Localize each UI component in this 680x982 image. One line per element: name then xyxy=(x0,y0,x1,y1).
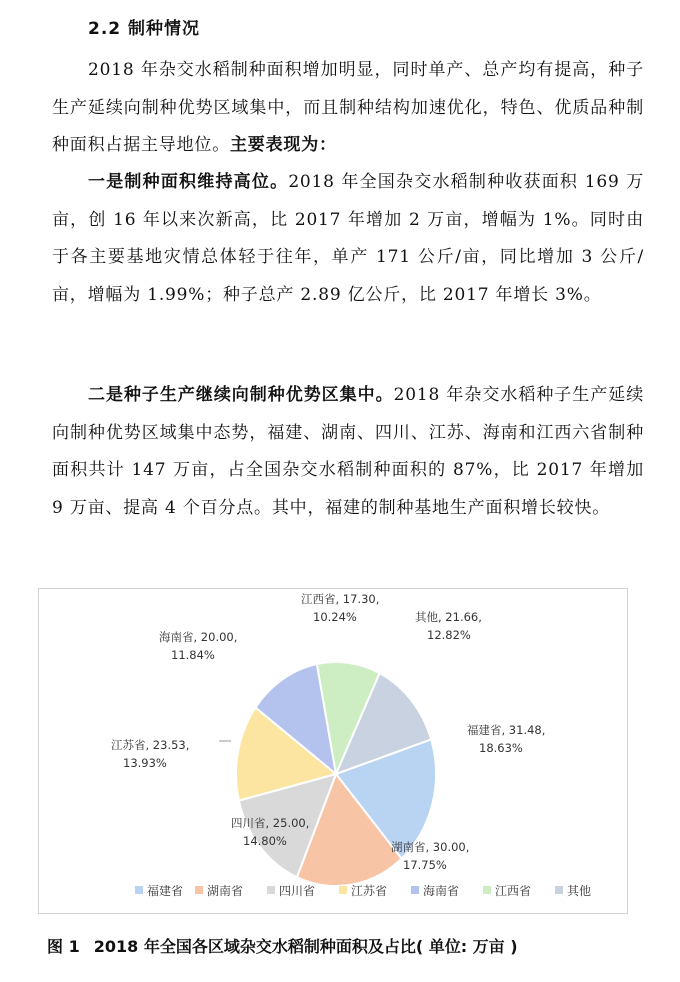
slice-label: 湖南省, 30.00, xyxy=(391,840,470,854)
figure-caption-text: 2018 年全国各区域杂交水稻制种面积及占比( 单位: 万亩 ) xyxy=(93,937,518,956)
paragraph-bold-lead: 一是制种面积维持高位。 xyxy=(88,172,289,192)
paragraph-area xyxy=(52,164,644,314)
legend-entry: 其他 xyxy=(567,884,592,898)
slice-label: 福建省, 31.48, xyxy=(467,723,546,737)
legend-swatch xyxy=(135,886,143,894)
paragraph-bold-lead: 主要表现为： xyxy=(230,135,337,155)
slice-label: 四川省, 25.00, xyxy=(231,816,310,830)
legend-entry: 江西省 xyxy=(495,884,532,898)
slice-percent: 11.84% xyxy=(171,648,215,662)
slice-percent: 18.63% xyxy=(479,741,523,755)
pie-chart xyxy=(39,589,629,915)
section-heading: 2.2 制种情况 xyxy=(88,19,201,39)
paragraph-concentration xyxy=(52,377,644,527)
pie-chart-frame xyxy=(38,588,628,914)
legend-entry: 海南省 xyxy=(423,884,460,898)
slice-percent: 14.80% xyxy=(243,834,287,848)
legend-swatch xyxy=(483,886,491,894)
legend-entry: 福建省 xyxy=(147,884,184,898)
slice-label: 江苏省, 23.53, xyxy=(111,738,190,752)
slice-percent: 13.93% xyxy=(123,756,167,770)
paragraph-overview xyxy=(52,52,644,165)
figure-number: 图 1 xyxy=(47,937,80,956)
slice-label: 海南省, 20.00, xyxy=(159,630,238,644)
legend-entry: 四川省 xyxy=(279,884,316,898)
paragraph-text: 2018 年杂交水稻制种面积增加明显，同时单产、总产均有提高，种子生产延续向制种优势区域集中，而且制种结构加速优化，特色、优质品种制种面积占据主导地位。 xyxy=(52,60,644,155)
slice-label: 江西省, 17.30, xyxy=(301,592,380,606)
slice-percent: 17.75% xyxy=(403,858,447,872)
slice-label: 其他, 21.66, xyxy=(415,610,482,624)
slice-percent: 10.24% xyxy=(313,610,357,624)
paragraph-bold-lead: 二是种子生产继续向制种优势区集中。 xyxy=(88,385,394,405)
paragraph-text: 2018 年全国杂交水稻制种收获面积 169 万亩，创 16 年以来次新高，比 2017 年增加 2 万亩，增幅为 1%。同时由于各主要基地灾情总体轻于往年，单产 171 公斤/亩，同比增加 3 公斤/亩，增幅为 1.99%；种子总产 2.89 亿公斤，比 2017 年增长 3%。 xyxy=(52,172,644,305)
slice-percent: 12.82% xyxy=(427,628,471,642)
paragraph-text: 2018 年杂交水稻种子生产延续向制种优势区域集中态势，福建、湖南、四川、江苏、海南和江西六省制种面积共计 147 万亩，占全国杂交水稻制种面积的 87%，比 2017 年增加 9 万亩、提高 4 个百分点。其中，福建的制种基地生产面积增长较快。 xyxy=(52,385,644,518)
legend-swatch xyxy=(339,886,347,894)
legend-swatch xyxy=(267,886,275,894)
legend-swatch xyxy=(555,886,563,894)
legend-swatch xyxy=(195,886,203,894)
legend-entry: 江苏省 xyxy=(351,884,388,898)
legend-entry: 湖南省 xyxy=(207,884,244,898)
legend-swatch xyxy=(411,886,419,894)
figure-caption xyxy=(47,934,518,957)
